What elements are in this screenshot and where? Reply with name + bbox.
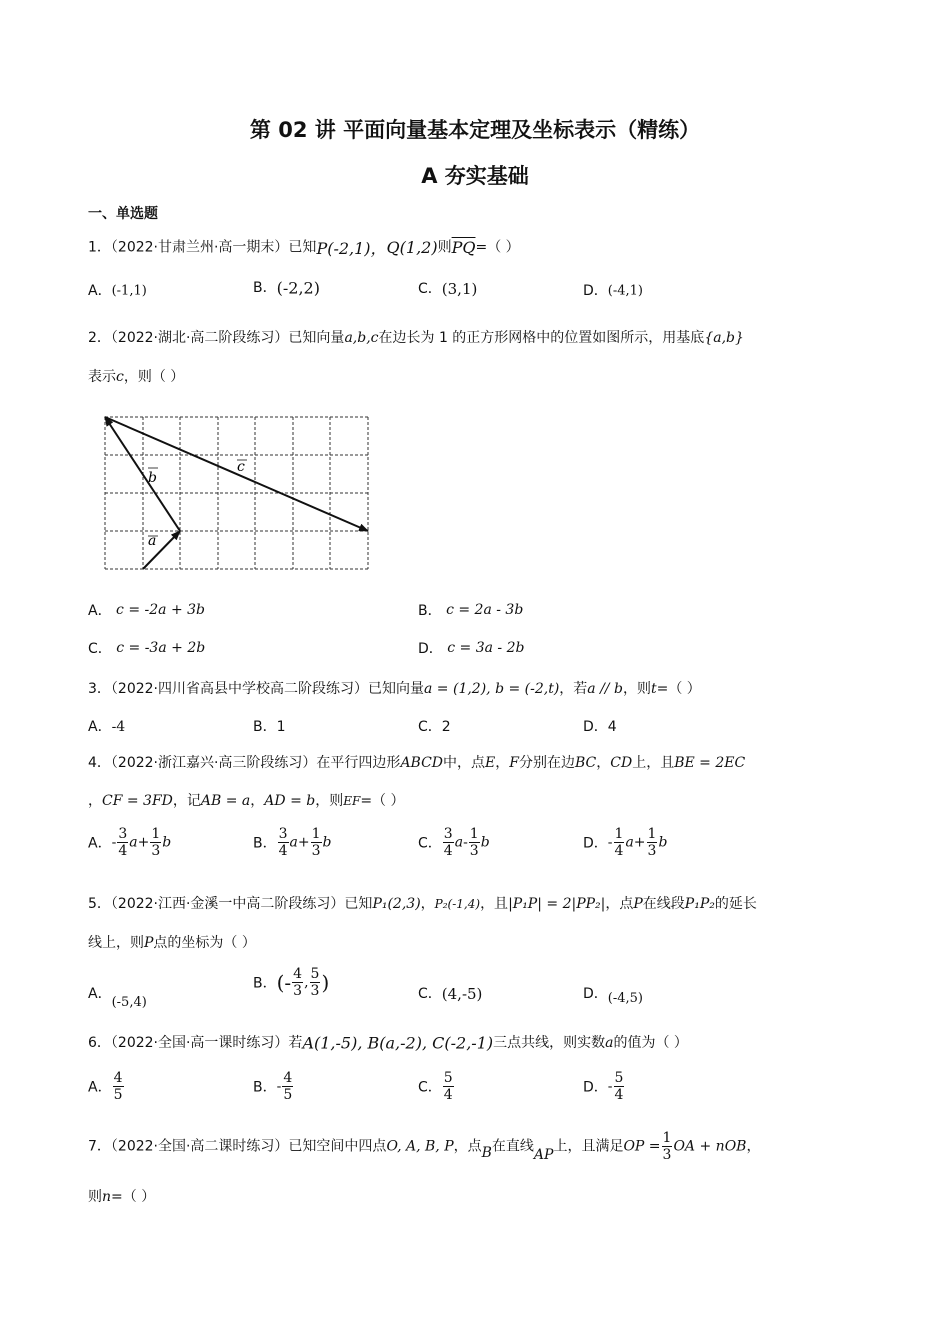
q2-option-d: [418, 638, 524, 658]
q4-be: BE = 2EC: [674, 755, 746, 771]
q6-option-b: [253, 1070, 294, 1103]
q2-c: c: [116, 369, 124, 385]
q1-point-q: Q(1,2): [386, 238, 438, 257]
q7-mid2: 在直线: [491, 1138, 534, 1155]
q2-grid-figure: [100, 412, 375, 574]
q4-option-b: [253, 826, 332, 859]
vector-c-label: c: [237, 459, 245, 475]
q1-tail: =（ ）: [475, 239, 520, 256]
q3-option-c-value: 2: [441, 719, 451, 735]
q2-line2b: ，则（ ）: [123, 369, 185, 385]
q5-p1: P₁(2,3): [372, 896, 421, 912]
q5-line2b: 点的坐标为（ ）: [153, 935, 256, 951]
q3-t: t: [650, 681, 657, 697]
q6-option-d: [583, 1070, 625, 1103]
q4-option-d-v2: b: [658, 834, 668, 851]
q4-line2c: ，则: [315, 793, 344, 809]
q5-seg: P₁P₂: [684, 896, 715, 912]
q2-option-a-label: A．: [88, 603, 112, 619]
question-7-line2: [88, 1186, 155, 1206]
question-2-line2: [88, 366, 184, 386]
q2-mid: 在边长为 1 的正方形网格中的位置如图所示，用基底: [378, 330, 705, 346]
q4-option-c-label: C．: [418, 835, 442, 852]
q6-option-a: [88, 1070, 125, 1103]
q4-option-c-frac1: $\frac{3}{4}$: [443, 826, 453, 859]
q3-option-c-label: C．: [418, 719, 442, 735]
q5-option-b-frac2: $\frac{5}{3}$: [310, 966, 320, 999]
q7-tail: ，: [746, 1138, 761, 1155]
page-subtitle: A 夯实基础: [421, 164, 529, 188]
q4-option-c: [418, 826, 490, 859]
q6-mid: 三点共线，则实数: [493, 1035, 606, 1051]
question-6: [88, 1032, 688, 1053]
q4-option-b-label: B．: [253, 835, 277, 852]
q2-stem: 2．（2022·湖北·高二阶段练习）已知向量: [88, 330, 345, 346]
q6-option-a-frac: $\frac{4}{5}$: [113, 1070, 123, 1103]
q5-line2p: P: [144, 935, 154, 951]
q5-tail: 的延长: [714, 896, 757, 912]
q5-option-a: [88, 983, 147, 1010]
q4-option-a-v2: b: [162, 834, 172, 851]
q5-option-d-label: D．: [583, 986, 608, 1002]
q1-option-b-value: (-2,2): [276, 278, 320, 298]
q7-points: O, A, B, P: [386, 1138, 454, 1155]
q3-option-a-value: -4: [111, 719, 126, 735]
q4-line1c: 分别在边: [519, 755, 575, 771]
q4-line1b: 中，点: [443, 755, 486, 771]
q4-tail: =（ ）: [360, 793, 405, 809]
q4-option-b-v2: b: [322, 834, 332, 851]
q6-tail: 的值为（ ）: [613, 1035, 688, 1051]
q4-option-c-v2: b: [480, 834, 490, 851]
q4-option-d-frac2: $\frac{1}{3}$: [647, 826, 657, 859]
q4-line1d: 上，且: [632, 755, 675, 771]
section-heading: 一、单选题: [88, 206, 158, 222]
q3-option-d-value: 4: [607, 719, 617, 735]
q4-option-c-v1: a: [454, 834, 464, 851]
q4-option-a-v1: a: [129, 834, 138, 851]
q6-option-c-frac: $\frac{5}{4}$: [443, 1070, 453, 1103]
question-7: [88, 1130, 760, 1163]
q2-line2a: 表示: [88, 369, 116, 385]
q6-stem: 6．（2022·全国·高一课时练习）若: [88, 1035, 303, 1051]
q4-option-b-frac1: $\frac{3}{4}$: [278, 826, 288, 859]
q3-option-b-value: 1: [276, 719, 286, 735]
q4-option-d: [583, 826, 667, 859]
q6-option-a-label: A．: [88, 1079, 112, 1096]
q2-vars: a,b,c: [344, 330, 379, 346]
q1-option-d: [583, 280, 643, 300]
q7-ap: AP: [533, 1146, 554, 1163]
question-5: [88, 893, 757, 913]
q4-option-d-label: D．: [583, 835, 608, 852]
q5-option-b-comma: ,: [304, 974, 309, 991]
q5-option-c-label: C．: [418, 986, 442, 1002]
q4-sep3: ，: [250, 793, 265, 809]
q1-option-b: [253, 277, 320, 298]
q5-mid: ，且: [480, 896, 509, 912]
q2-option-c-expr: c = -3a + 2b: [116, 640, 206, 656]
q5-option-b: [253, 966, 329, 999]
q5-option-b-post: ): [321, 970, 330, 995]
question-3: [88, 678, 701, 698]
q5-option-d-value: (-4,5): [607, 990, 643, 1006]
q3-mid2: ，则: [622, 681, 651, 697]
q2-basis: {a,b}: [704, 330, 744, 346]
question-4: [88, 752, 745, 772]
q2-option-c: [88, 638, 205, 658]
q4-option-a-op: +: [137, 834, 150, 851]
q4-option-d-op: +: [633, 834, 646, 851]
q7-line2a: 则: [88, 1189, 102, 1205]
q5-option-a-label: A．: [88, 986, 112, 1002]
q6-option-c-label: C．: [418, 1079, 442, 1096]
vector-b-label: b: [148, 470, 157, 486]
question-5-line2: [88, 932, 256, 952]
q3-option-c: [418, 716, 451, 736]
q2-option-d-label: D．: [418, 641, 443, 657]
q5-mid3: 在线段: [642, 896, 685, 912]
q5-option-d: [583, 983, 643, 1006]
q2-option-a: [88, 600, 205, 620]
question-1: [88, 236, 520, 259]
q1-option-a-label: A．: [88, 283, 112, 299]
q5-option-c: [418, 983, 482, 1003]
q5-cond: |P₁P| = 2|PP₂|: [508, 896, 606, 912]
q3-stem: 3．（2022·四川省高县中学校高二阶段练习）已知向量: [88, 681, 424, 697]
q3-parallel: a // b: [587, 681, 623, 697]
q7-mid3: 上，且满足: [553, 1138, 624, 1155]
q1-option-c-label: C．: [418, 281, 442, 297]
q6-option-b-frac: $\frac{4}{5}$: [283, 1070, 293, 1103]
q7-rest: OA + nOB: [673, 1138, 747, 1155]
q1-option-b-label: B．: [253, 280, 277, 296]
q6-option-d-label: D．: [583, 1079, 608, 1096]
q7-mid: ，点: [453, 1138, 482, 1155]
q4-option-a-frac2: $\frac{1}{3}$: [151, 826, 161, 859]
q1-option-a-value: (-1,1): [111, 283, 147, 299]
q1-option-c: [418, 278, 477, 298]
q5-line2a: 线上，则: [88, 935, 144, 951]
grid-lines: [105, 417, 368, 569]
q4-bc: BC: [575, 755, 597, 771]
q3-expr: a = (1,2), b = (-2,t): [424, 681, 560, 697]
q1-vector-pq: $\overline{PQ}$: [451, 238, 476, 257]
q4-ad: AD = b: [264, 793, 316, 809]
q5-p: P: [633, 896, 643, 912]
q1-option-c-value: (3,1): [441, 280, 478, 298]
q4-option-d-sign: -: [607, 834, 613, 851]
q6-option-b-label: B．: [253, 1079, 277, 1096]
q1-point-p: P(-2,1)，: [316, 239, 387, 258]
q4-option-a: [88, 826, 171, 859]
q4-option-a-sign: -: [111, 834, 117, 851]
q6-option-d-sign: -: [607, 1078, 613, 1095]
q5-option-b-label: B．: [253, 975, 277, 992]
q4-sep: ，: [495, 755, 510, 771]
q4-option-d-frac1: $\frac{1}{4}$: [614, 826, 624, 859]
q4-option-b-frac2: $\frac{1}{3}$: [311, 826, 321, 859]
q2-option-a-expr: c = -2a + 3b: [116, 602, 205, 618]
q4-sep2: ，: [596, 755, 611, 771]
q3-option-a: [88, 716, 125, 736]
q7-stem: 7．（2022·全国·高二课时练习）已知空间中四点: [88, 1138, 387, 1155]
q6-option-d-frac: $\frac{5}{4}$: [614, 1070, 624, 1103]
q7-b: B: [481, 1144, 492, 1161]
q3-option-b: [253, 716, 286, 736]
q4-option-c-frac2: $\frac{1}{3}$: [469, 826, 479, 859]
q7-frac: $\frac{1}{3}$: [662, 1130, 672, 1163]
q4-cd: CD: [610, 755, 633, 771]
q4-line2b: ，记: [172, 793, 201, 809]
q6-option-c: [418, 1070, 455, 1103]
q4-ef: EF: [343, 794, 361, 808]
q4-line2a: ，: [88, 793, 102, 809]
q7-n: n: [102, 1189, 112, 1205]
q3-tail: =（ ）: [656, 681, 701, 697]
question-4-line2: [88, 790, 405, 810]
q3-option-a-label: A．: [88, 719, 112, 735]
q2-option-b: [418, 600, 523, 620]
q3-option-b-label: B．: [253, 719, 277, 735]
q5-sep: ，: [420, 896, 435, 912]
question-2: [88, 327, 744, 347]
q6-option-b-sign: -: [276, 1078, 282, 1095]
q4-e: E: [485, 755, 496, 771]
q4-f: F: [509, 755, 519, 771]
q4-option-b-op: +: [297, 834, 310, 851]
q4-option-b-v1: a: [289, 834, 298, 851]
q6-a: a: [605, 1035, 614, 1051]
q1-option-d-label: D．: [583, 283, 608, 299]
vector-a-label: a: [148, 533, 157, 549]
q4-option-a-label: A．: [88, 835, 112, 852]
q2-option-b-label: B．: [418, 603, 442, 619]
q4-option-a-frac1: $\frac{3}{4}$: [118, 826, 128, 859]
q5-option-b-frac1: $\frac{4}{3}$: [293, 966, 303, 999]
q4-line1a: 4．（2022·浙江嘉兴·高三阶段练习）在平行四边形: [88, 755, 401, 771]
q7-line2b: =（ ）: [111, 1189, 156, 1205]
q1-mid: 则: [437, 239, 452, 256]
q1-option-a: [88, 280, 147, 300]
page-title: 第 02 讲 平面向量基本定理及坐标表示（精练）: [249, 118, 701, 142]
q1-option-d-value: (-4,1): [607, 283, 643, 299]
q5-option-c-value: (4,-5): [441, 985, 483, 1003]
q2-option-b-expr: c = 2a - 3b: [446, 602, 524, 618]
q3-option-d-label: D．: [583, 719, 608, 735]
q4-cf: CF = 3FD: [102, 793, 173, 809]
q3-option-d: [583, 716, 617, 736]
q7-op: OP =: [623, 1138, 661, 1155]
q6-points: A(1,-5), B(a,-2), C(-2,-1): [302, 1033, 494, 1053]
q2-option-d-expr: c = 3a - 2b: [447, 640, 525, 656]
q5-option-b-pre: (-: [276, 970, 292, 995]
q2-option-c-label: C．: [88, 641, 112, 657]
q5-p2: P₂(-1,4): [434, 897, 481, 911]
q5-stem: 5．（2022·江西·金溪一中高二阶段练习）已知: [88, 896, 373, 912]
q5-option-a-value: (-5,4): [111, 994, 147, 1010]
q1-stem: 1．（2022·甘肃兰州·高一期末）已知: [88, 239, 317, 256]
q4-ab: AB = a: [200, 793, 251, 809]
q4-option-d-v1: a: [625, 834, 634, 851]
q4-option-c-op: -: [463, 834, 468, 851]
q5-mid2: ，点: [605, 896, 634, 912]
q4-abcd: ABCD: [400, 755, 444, 771]
q3-mid: ，若: [559, 681, 588, 697]
